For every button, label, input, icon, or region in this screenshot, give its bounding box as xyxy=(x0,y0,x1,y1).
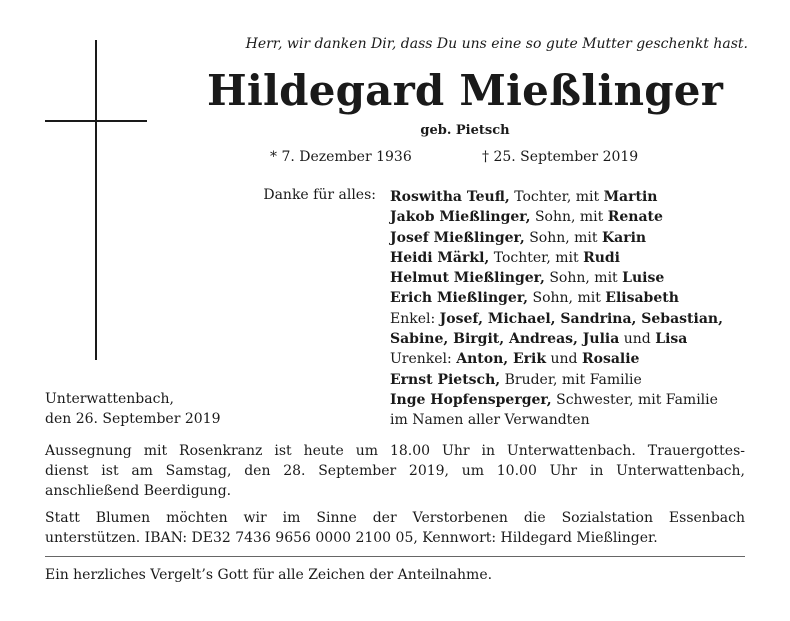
paragraph-line: Statt Blumen möchten wir im Sinne der Verstorbenen die Sozialstation Essenbach xyxy=(45,510,745,526)
relative-name: Erich Mießlinger, xyxy=(390,290,529,307)
relative-name: Martin xyxy=(603,189,658,205)
relative-text: Tochter, mit xyxy=(489,249,584,266)
relative-line xyxy=(390,248,750,268)
relative-text: Tochter, mit xyxy=(509,189,604,205)
relative-name: Elisabeth xyxy=(605,290,679,307)
relative-line xyxy=(390,187,750,207)
relative-name: Heidi Märkl, xyxy=(390,249,490,266)
motto: Herr, wir danken Dir, dass Du uns eine so gute Mutter geschenkt hast. xyxy=(245,36,748,52)
relative-name: Josef Mießlinger, xyxy=(390,229,525,246)
relative-name: Helmut Mießlinger, xyxy=(390,270,545,287)
notice-date: den 26. September 2019 xyxy=(45,411,221,428)
relative-line xyxy=(390,228,750,248)
relative-text: Enkel: xyxy=(390,310,440,327)
relative-text: und xyxy=(546,351,582,368)
thanks-label: Danke für alles: xyxy=(263,187,376,203)
relative-name: Karin xyxy=(601,229,647,246)
relative-line xyxy=(390,329,750,349)
relative-name: Rudi xyxy=(583,249,620,266)
relative-line xyxy=(390,390,750,410)
relative-name: Lisa xyxy=(655,331,688,348)
relative-name: Rosalie xyxy=(581,351,640,368)
relative-line xyxy=(390,410,750,430)
paragraph-line: Aussegnung mit Rosenkranz ist heute um 18.00 Uhr in Unterwattenbach. Trauergottes- xyxy=(45,443,745,459)
deceased-name: Hildegard Mießlinger xyxy=(206,66,724,115)
relative-name: Sabine, Birgit, Andreas, Julia xyxy=(390,331,620,348)
paragraph-line: anschließend Beerdigung. xyxy=(45,483,232,499)
relative-name: Ernst Pietsch, xyxy=(390,371,501,388)
relatives-list xyxy=(390,187,750,431)
relative-name: Jakob Mießlinger, xyxy=(390,209,531,226)
relative-text: und xyxy=(619,331,656,348)
paragraph-line: unterstützen. IBAN: DE32 7436 9656 0000 2100 05, Kennwort: Hildegard Mießlinger. xyxy=(45,530,658,546)
cross-icon-bar xyxy=(45,120,147,122)
relative-text: Sohn, mit xyxy=(530,209,608,226)
death-date: † 25. September 2019 xyxy=(482,149,639,165)
place: Unterwattenbach, xyxy=(45,391,174,407)
relative-text: Sohn, mit xyxy=(528,290,606,307)
relative-line xyxy=(390,268,750,288)
paragraph-line: dienst ist am Samstag, den 28. September 2019, um 10.00 Uhr in Unterwattenbach, xyxy=(45,463,745,479)
relative-text: Sohn, mit xyxy=(524,229,602,246)
relative-name: Anton, Erik xyxy=(456,351,547,368)
relative-line xyxy=(390,207,750,227)
closing-line: Ein herzliches Vergelt’s Gott für alle Zeichen der Anteilnahme. xyxy=(45,567,493,583)
birth-date: * 7. Dezember 1936 xyxy=(270,149,412,165)
relative-line xyxy=(390,370,750,390)
place-date xyxy=(45,389,220,430)
relative-text: Schwester, mit Familie xyxy=(551,391,718,408)
relative-name: Roswitha Teufl, xyxy=(390,189,510,205)
maiden-name: geb. Pietsch xyxy=(420,123,510,138)
relative-text: im Namen aller Verwandten xyxy=(390,412,590,429)
relative-line xyxy=(390,349,750,369)
relative-name: Renate xyxy=(607,209,663,226)
relative-text: Sohn, mit xyxy=(544,270,623,287)
relative-name: Luise xyxy=(622,270,665,287)
relative-name: Josef, Michael, Sandrina, Sebastian, xyxy=(439,310,723,327)
relative-line xyxy=(390,309,750,329)
relative-text: Bruder, mit Familie xyxy=(500,371,642,388)
donation-paragraph xyxy=(45,508,745,548)
relative-text: Urenkel: xyxy=(390,351,457,368)
cross-icon xyxy=(95,40,97,360)
relative-line xyxy=(390,288,750,308)
relative-name: Inge Hopfensperger, xyxy=(390,391,552,408)
divider xyxy=(45,556,745,557)
funeral-info-paragraph xyxy=(45,441,745,501)
